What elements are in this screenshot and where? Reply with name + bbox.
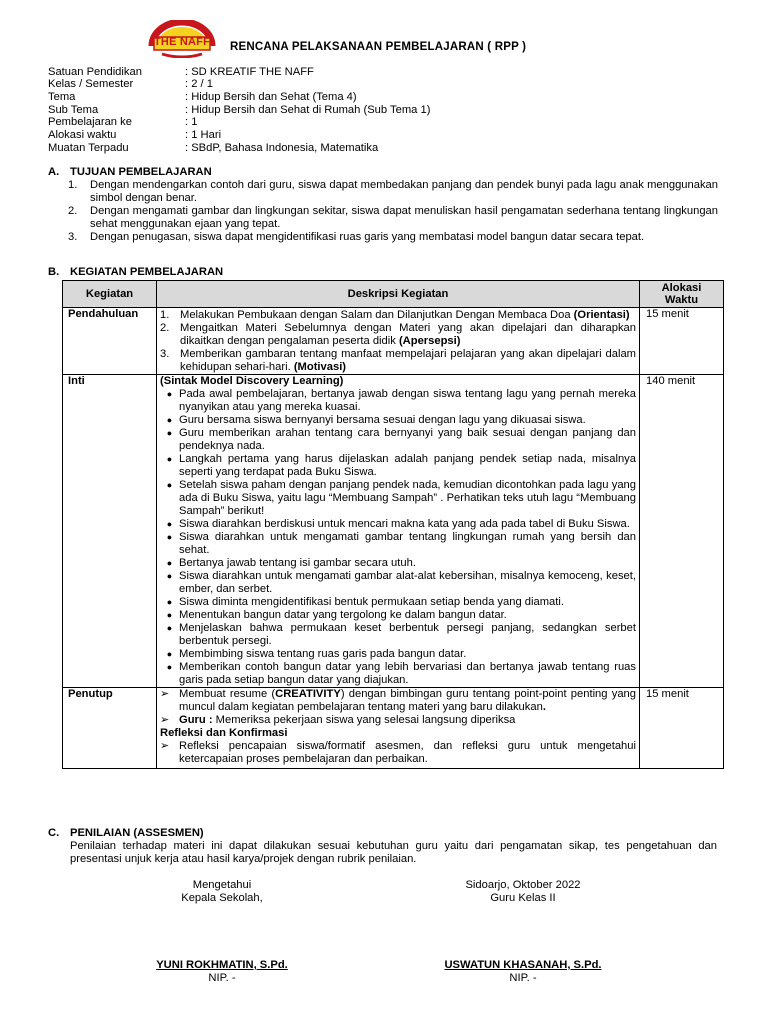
item-text: Membuat resume ( bbox=[179, 688, 276, 700]
item-text: Bertanya jawab tentang isi gambar secara utuh. bbox=[179, 557, 416, 569]
item-number: 3. bbox=[160, 348, 170, 360]
identity-label: Pembelajaran ke bbox=[48, 116, 132, 128]
bullet-icon: ● bbox=[166, 558, 173, 568]
reflection-heading: Refleksi dan Konfirmasi bbox=[160, 727, 288, 739]
activity-name: Penutup bbox=[63, 688, 157, 769]
bullet-icon: ● bbox=[166, 415, 173, 425]
list-item bbox=[160, 479, 636, 518]
arrow-bullet-icon: ➢ bbox=[160, 740, 170, 752]
header-deskripsi: Deskripsi Kegiatan bbox=[157, 281, 640, 308]
list-item bbox=[68, 231, 718, 244]
item-number: 3. bbox=[68, 231, 78, 243]
item-text: Dengan mengamati gambar dan lingkungan sekitar, siswa dapat menuliskan hasil pengamatan sederhana tentang lingkungan sehat menggunakan ejaan yang tepat. bbox=[90, 205, 718, 230]
bullet-icon: ● bbox=[166, 454, 173, 464]
bullet-icon: ● bbox=[166, 532, 173, 542]
activity-description bbox=[157, 308, 640, 375]
item-tag: (Orientasi) bbox=[573, 309, 630, 321]
item-text: ) dengan bimbingan guru tentang point-point penting yang muncul dalam kegiatan pembelajaran tentang materi yang baru dilakukan bbox=[179, 688, 636, 713]
identity-value: : Hidup Bersih dan Sehat di Rumah (Sub Tema 1) bbox=[185, 104, 431, 116]
item-text: Setelah siswa paham dengan panjang pendek nada, kemudian dicontohkan pada lagu yang ada di Buku Siswa, yaitu lagu “Membuang Sampah” . Perhatikan teks utuh lagu “Membuang Sampah” berikut! bbox=[179, 479, 636, 517]
item-text: Langkah pertama yang harus dijelaskan adalah panjang pendek setiap nada, misalnya seperti yang terdapat pada Buku Siswa. bbox=[179, 453, 636, 478]
section-letter: B. bbox=[48, 266, 60, 278]
item-text: Membimbing siswa tentang ruas garis pada bangun datar. bbox=[179, 648, 467, 660]
table-row bbox=[63, 688, 724, 769]
sig-line2: Kepala Sekolah, bbox=[181, 892, 263, 904]
signature-right bbox=[423, 879, 623, 985]
identity-value: : SD KREATIF THE NAFF bbox=[185, 66, 314, 78]
item-number: 2. bbox=[160, 322, 170, 334]
identity-label: Alokasi waktu bbox=[48, 129, 117, 141]
item-tag: (Apersepsi) bbox=[398, 335, 461, 347]
document-title: RENCANA PELAKSANAAN PEMBELAJARAN ( RPP ) bbox=[230, 41, 527, 53]
identity-value: : 1 bbox=[185, 116, 198, 128]
section-c-heading bbox=[48, 827, 204, 840]
item-text: Siswa diminta mengidentifikasi bentuk permukaan setiap benda yang diamati. bbox=[179, 596, 564, 608]
list-item bbox=[160, 518, 636, 531]
bullet-icon: ● bbox=[166, 428, 173, 438]
item-number: 1. bbox=[160, 309, 170, 321]
item-text: Pada awal pembelajaran, bertanya jawab dengan siswa tentang lagu yang pernah mereka nyanyikan atau yang mereka kuasai. bbox=[179, 388, 636, 413]
section-title: KEGIATAN PEMBELAJARAN bbox=[70, 266, 224, 278]
activity-description bbox=[157, 688, 640, 769]
table-header-row bbox=[63, 281, 724, 308]
header-alokasi: Alokasi Waktu bbox=[640, 281, 724, 308]
section-b-heading bbox=[48, 266, 223, 279]
identity-label: Satuan Pendidikan bbox=[48, 66, 142, 78]
identity-value: : 2 / 1 bbox=[185, 78, 213, 90]
inti-bullet-list bbox=[160, 388, 636, 687]
item-tag: Guru : bbox=[179, 714, 213, 726]
list-item bbox=[160, 453, 636, 479]
list-item bbox=[160, 531, 636, 557]
assessment-text: Penilaian terhadap materi ini dapat dilakukan sesuai kebutuhan guru yaitu dari pengamatan sikap, tes pengetahuan dan presentasi unjuk kerja atau hasil karya/projek dengan rubrik penilaian. bbox=[70, 840, 717, 865]
section-title: TUJUAN PEMBELAJARAN bbox=[70, 166, 212, 178]
list-item bbox=[160, 714, 636, 727]
activity-name: Pendahuluan bbox=[63, 308, 157, 375]
sig-nip: NIP. - bbox=[208, 972, 236, 984]
item-text: Melakukan Pembukaan dengan Salam dan Dilanjutkan Dengan Membaca Doa bbox=[180, 309, 574, 321]
list-item bbox=[160, 609, 636, 622]
identity-value: : SBdP, Bahasa Indonesia, Matematika bbox=[185, 142, 379, 154]
list-item bbox=[160, 570, 636, 596]
section-letter: C. bbox=[48, 827, 60, 839]
list-item bbox=[160, 414, 636, 427]
item-text: Guru bersama siswa bernyanyi bersama sesuai dengan lagu yang dikuasai siswa. bbox=[179, 414, 586, 426]
identity-label: Tema bbox=[48, 91, 76, 103]
list-item bbox=[160, 648, 636, 661]
identity-value: : 1 Hari bbox=[185, 129, 222, 141]
table-row bbox=[63, 375, 724, 688]
list-item bbox=[160, 596, 636, 609]
item-text: Memberikan contoh bangun datar yang lebih bervariasi dan bertanya jawab tentang ruas garis pada setiap bangun datar yang diajukan. bbox=[179, 661, 636, 686]
list-item bbox=[160, 309, 636, 322]
item-text: Siswa diarahkan berdiskusi untuk mencari makna kata yang ada pada tabel di Buku Siswa. bbox=[179, 518, 630, 530]
identity-label: Kelas / Semester bbox=[48, 78, 134, 90]
item-end: . bbox=[542, 701, 546, 713]
inti-heading: (Sintak Model Discovery Learning) bbox=[160, 375, 344, 387]
list-item bbox=[160, 688, 636, 714]
bullet-icon: ● bbox=[166, 597, 173, 607]
item-text: Guru memberikan arahan tentang cara bernyanyi yang baik sesuai dengan panjang dan pendeknya nada. bbox=[179, 427, 636, 452]
section-title: PENILAIAN (ASSESMEN) bbox=[70, 827, 204, 839]
list-item bbox=[160, 427, 636, 453]
objectives-list bbox=[68, 179, 718, 244]
list-item bbox=[68, 205, 718, 231]
bullet-icon: ● bbox=[166, 389, 173, 399]
activity-name: Inti bbox=[63, 375, 157, 688]
list-item bbox=[160, 348, 636, 374]
list-item bbox=[160, 388, 636, 414]
activity-description bbox=[157, 375, 640, 688]
identity-label: Sub Tema bbox=[48, 104, 99, 116]
list-item bbox=[160, 661, 636, 687]
list-item bbox=[160, 740, 636, 766]
bullet-icon: ● bbox=[166, 623, 173, 633]
sig-name: YUNI ROKHMATIN, S.Pd. bbox=[156, 959, 288, 971]
item-text: Siswa diarahkan untuk mengamati gambar tentang lingkungan rumah yang bersih dan sehat. bbox=[179, 531, 636, 556]
activity-time: 140 menit bbox=[640, 375, 724, 688]
bullet-icon: ● bbox=[166, 649, 173, 659]
logo-text: THE NAFF bbox=[154, 36, 210, 48]
sig-nip: NIP. - bbox=[509, 972, 537, 984]
identity-label: Muatan Terpadu bbox=[48, 142, 129, 154]
bullet-icon: ● bbox=[166, 610, 173, 620]
list-item bbox=[160, 557, 636, 570]
item-text: Siswa diarahkan untuk mengamati gambar alat-alat kebersihan, misalnya kemoceng, keset, ember, dan serbet. bbox=[179, 570, 636, 595]
activity-time: 15 menit bbox=[640, 688, 724, 769]
bullet-icon: ● bbox=[166, 662, 173, 672]
identity-value: : Hidup Bersih dan Sehat (Tema 4) bbox=[185, 91, 357, 103]
sig-line2: Guru Kelas II bbox=[490, 892, 556, 904]
item-text: Memeriksa pekerjaan siswa yang selesai langsung diperiksa bbox=[212, 714, 516, 726]
item-text: Refleksi pencapaian siswa/formatif asesmen, dan refleksi guru untuk mengetahui ketercapaian proses pembelajaran dan perbaikan. bbox=[179, 740, 636, 765]
item-text: Memberikan gambaran tentang manfaat mempelajari pelajaran yang akan dipelajari dalam kehidupan sehari-hari. bbox=[180, 348, 636, 373]
item-text: Menentukan bangun datar yang tergolong ke dalam bangun datar. bbox=[179, 609, 507, 621]
item-number: 2. bbox=[68, 205, 78, 217]
section-letter: A. bbox=[48, 166, 60, 178]
section-a-heading bbox=[48, 166, 212, 179]
list-item bbox=[160, 322, 636, 348]
activity-time: 15 menit bbox=[640, 308, 724, 375]
sig-line1: Mengetahui bbox=[192, 879, 252, 891]
table-row bbox=[63, 308, 724, 375]
bullet-icon: ● bbox=[166, 519, 173, 529]
list-item bbox=[160, 622, 636, 648]
item-text: Mengaitkan Materi Sebelumnya dengan Materi yang akan dipelajari dan diharapkan dikaitkan dengan pengalaman peserta didik bbox=[180, 322, 636, 347]
bullet-icon: ● bbox=[166, 571, 173, 581]
sig-line1: Sidoarjo, Oktober 2022 bbox=[465, 879, 581, 891]
activities-table bbox=[62, 280, 724, 769]
list-item bbox=[68, 179, 718, 205]
arrow-bullet-icon: ➢ bbox=[160, 688, 170, 700]
item-text: Menjelaskan bahwa permukaan keset berbentuk persegi panjang, sedangkan serbet berbentuk persegi. bbox=[179, 622, 636, 647]
header-kegiatan: Kegiatan bbox=[63, 281, 157, 308]
item-text: Dengan mendengarkan contoh dari guru, siswa dapat membedakan panjang dan pendek bunyi pada lagu anak menggunakan simbol dengan benar. bbox=[90, 179, 718, 204]
bullet-icon: ● bbox=[166, 480, 173, 490]
item-number: 1. bbox=[68, 179, 78, 191]
item-tag: (Motivasi) bbox=[293, 361, 347, 373]
item-text: Dengan penugasan, siswa dapat mengidentifikasi ruas garis yang membatasi model bangun datar secara tepat. bbox=[90, 231, 645, 243]
signature-left bbox=[122, 879, 322, 985]
item-tag: CREATIVITY bbox=[275, 688, 341, 700]
sig-name: USWATUN KHASANAH, S.Pd. bbox=[444, 959, 602, 971]
arrow-bullet-icon: ➢ bbox=[160, 714, 170, 726]
